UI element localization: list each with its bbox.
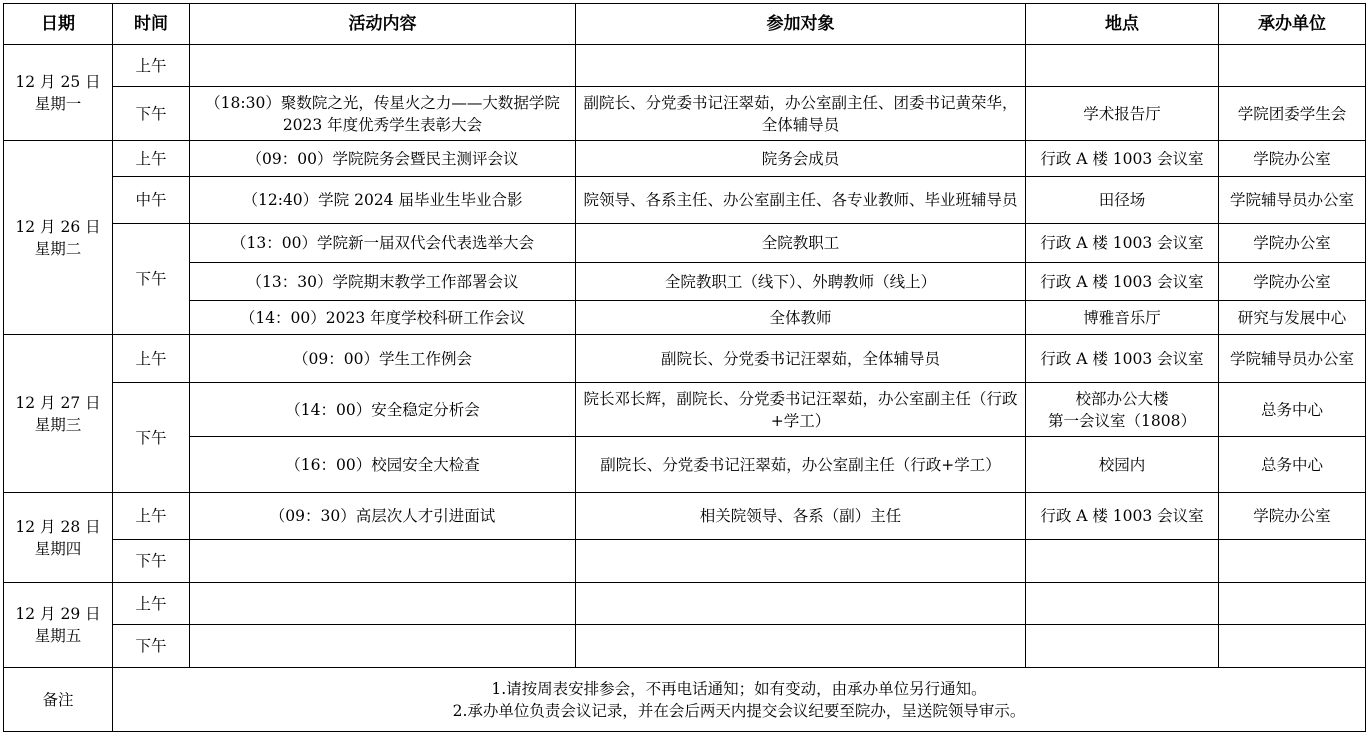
organizer-cell bbox=[1219, 45, 1366, 87]
participants-cell bbox=[576, 625, 1026, 668]
content-cell: （09：00）学生工作例会 bbox=[190, 335, 576, 383]
participants-cell bbox=[576, 583, 1026, 625]
schedule-table bbox=[3, 3, 1366, 732]
location-cell: 校园内 bbox=[1026, 437, 1219, 493]
day-date: 12 月 29 日 bbox=[15, 605, 101, 623]
table-row bbox=[4, 45, 1366, 87]
header-date: 日期 bbox=[4, 4, 113, 45]
participants-cell: 院领导、各系主任、办公室副主任、各专业教师、毕业班辅导员 bbox=[576, 177, 1026, 224]
content-cell: （14：00）2023 年度学校科研工作会议 bbox=[190, 301, 576, 335]
day-date: 12 月 25 日 bbox=[15, 72, 101, 91]
participants-cell: 副院长、分党委书记汪翠茹，办公室副主任、团委书记黄荣华，全体辅导员 bbox=[576, 87, 1026, 141]
table-row bbox=[4, 177, 1366, 224]
content-cell: （09：30）高层次人才引进面试 bbox=[190, 493, 576, 540]
organizer-cell bbox=[1219, 540, 1366, 583]
slot-cell: 下午 bbox=[113, 224, 190, 335]
day-date: 12 月 27 日 bbox=[15, 393, 101, 412]
day-weekday: 星期三 bbox=[34, 415, 82, 434]
slot-cell: 上午 bbox=[113, 335, 190, 383]
content-cell: （14：00）安全稳定分析会 bbox=[190, 383, 576, 437]
slot-cell: 中午 bbox=[113, 177, 190, 224]
content-cell: （18:30）聚数院之光，传星火之力——大数据学院 2023 年度优秀学生表彰大会 bbox=[190, 87, 576, 141]
table-row bbox=[4, 583, 1366, 625]
location-line-2: 第一会议室（1808） bbox=[1048, 411, 1196, 430]
notes-cell bbox=[113, 668, 1366, 732]
slot-cell: 下午 bbox=[113, 540, 190, 583]
slot-cell: 下午 bbox=[113, 383, 190, 493]
day-cell bbox=[4, 583, 113, 668]
slot-cell: 上午 bbox=[113, 493, 190, 540]
organizer-cell: 学院办公室 bbox=[1219, 493, 1366, 540]
content-cell bbox=[190, 45, 576, 87]
participants-cell: 院长邓长辉，副院长、分党委书记汪翠茹，办公室副主任（行政+学工） bbox=[576, 383, 1026, 437]
slot-cell: 下午 bbox=[113, 625, 190, 668]
organizer-cell bbox=[1219, 583, 1366, 625]
participants-cell: 副院长、分党委书记汪翠茹，办公室副主任（行政+学工） bbox=[576, 437, 1026, 493]
table-row bbox=[4, 141, 1366, 177]
location-cell bbox=[1026, 45, 1219, 87]
day-cell bbox=[4, 45, 113, 141]
participants-cell: 全体教师 bbox=[576, 301, 1026, 335]
day-cell bbox=[4, 335, 113, 493]
header-location: 地点 bbox=[1026, 4, 1219, 45]
organizer-cell: 总务中心 bbox=[1219, 383, 1366, 437]
location-cell bbox=[1026, 583, 1219, 625]
table-row bbox=[4, 87, 1366, 141]
header-time: 时间 bbox=[113, 4, 190, 45]
table-row bbox=[4, 540, 1366, 583]
organizer-cell bbox=[1219, 625, 1366, 668]
content-cell: （12:40）学院 2024 届毕业生毕业合影 bbox=[190, 177, 576, 224]
participants-cell: 副院长、分党委书记汪翠茹，全体辅导员 bbox=[576, 335, 1026, 383]
day-date: 12 月 26 日 bbox=[15, 217, 101, 236]
table-row bbox=[4, 383, 1366, 437]
participants-cell bbox=[576, 540, 1026, 583]
header-row bbox=[4, 4, 1366, 45]
slot-cell: 上午 bbox=[113, 583, 190, 625]
day-weekday: 星期五 bbox=[34, 627, 82, 645]
day-weekday: 星期二 bbox=[34, 239, 82, 258]
location-cell: 田径场 bbox=[1026, 177, 1219, 224]
organizer-cell: 学院办公室 bbox=[1219, 141, 1366, 177]
day-weekday: 星期四 bbox=[34, 539, 82, 558]
table-row bbox=[4, 335, 1366, 383]
table-row bbox=[4, 493, 1366, 540]
location-cell: 学术报告厅 bbox=[1026, 87, 1219, 141]
participants-cell: 全院教职工（线下）、外聘教师（线上） bbox=[576, 263, 1026, 301]
organizer-cell: 总务中心 bbox=[1219, 437, 1366, 493]
header-organizer: 承办单位 bbox=[1219, 4, 1366, 45]
location-cell: 行政 A 楼 1003 会议室 bbox=[1026, 493, 1219, 540]
header-content: 活动内容 bbox=[190, 4, 576, 45]
organizer-cell: 学院辅导员办公室 bbox=[1219, 177, 1366, 224]
organizer-cell: 学院团委学生会 bbox=[1219, 87, 1366, 141]
content-cell: （09：00）学院院务会暨民主测评会议 bbox=[190, 141, 576, 177]
organizer-cell: 学院辅导员办公室 bbox=[1219, 335, 1366, 383]
location-cell: 行政 A 楼 1003 会议室 bbox=[1026, 141, 1219, 177]
content-cell: （16：00）校园安全大检查 bbox=[190, 437, 576, 493]
table-row bbox=[4, 301, 1366, 335]
day-cell bbox=[4, 493, 113, 583]
location-cell bbox=[1026, 540, 1219, 583]
participants-cell: 全院教职工 bbox=[576, 224, 1026, 263]
notes-label: 备注 bbox=[4, 668, 113, 732]
content-cell: （13：30）学院期末教学工作部署会议 bbox=[190, 263, 576, 301]
location-cell bbox=[1026, 625, 1219, 668]
location-cell: 博雅音乐厅 bbox=[1026, 301, 1219, 335]
day-weekday: 星期一 bbox=[34, 94, 82, 113]
note-line-1: 1.请按周表安排参会，不再电话通知；如有变动，由承办单位另行通知。 bbox=[491, 679, 987, 698]
table-row bbox=[4, 224, 1366, 263]
table-row bbox=[4, 437, 1366, 493]
slot-cell: 上午 bbox=[113, 141, 190, 177]
slot-cell: 下午 bbox=[113, 87, 190, 141]
day-cell bbox=[4, 141, 113, 335]
organizer-cell: 学院办公室 bbox=[1219, 224, 1366, 263]
content-cell bbox=[190, 625, 576, 668]
participants-cell: 院务会成员 bbox=[576, 141, 1026, 177]
content-cell bbox=[190, 540, 576, 583]
organizer-cell: 学院办公室 bbox=[1219, 263, 1366, 301]
header-participants: 参加对象 bbox=[576, 4, 1026, 45]
location-cell: 行政 A 楼 1003 会议室 bbox=[1026, 335, 1219, 383]
participants-cell bbox=[576, 45, 1026, 87]
table-row bbox=[4, 625, 1366, 668]
content-cell: （13：00）学院新一届双代会代表选举大会 bbox=[190, 224, 576, 263]
location-cell: 行政 A 楼 1003 会议室 bbox=[1026, 263, 1219, 301]
location-line-1: 校部办公大楼 bbox=[1075, 389, 1169, 408]
note-line-2: 2.承办单位负责会议记录，并在会后两天内提交会议纪要至院办，呈送院领导审示。 bbox=[452, 701, 1026, 720]
location-cell: 行政 A 楼 1003 会议室 bbox=[1026, 224, 1219, 263]
participants-cell: 相关院领导、各系（副）主任 bbox=[576, 493, 1026, 540]
slot-cell: 上午 bbox=[113, 45, 190, 87]
location-cell bbox=[1026, 383, 1219, 437]
organizer-cell: 研究与发展中心 bbox=[1219, 301, 1366, 335]
content-cell bbox=[190, 583, 576, 625]
table-row bbox=[4, 263, 1366, 301]
day-date: 12 月 28 日 bbox=[15, 517, 101, 536]
notes-row bbox=[4, 668, 1366, 732]
